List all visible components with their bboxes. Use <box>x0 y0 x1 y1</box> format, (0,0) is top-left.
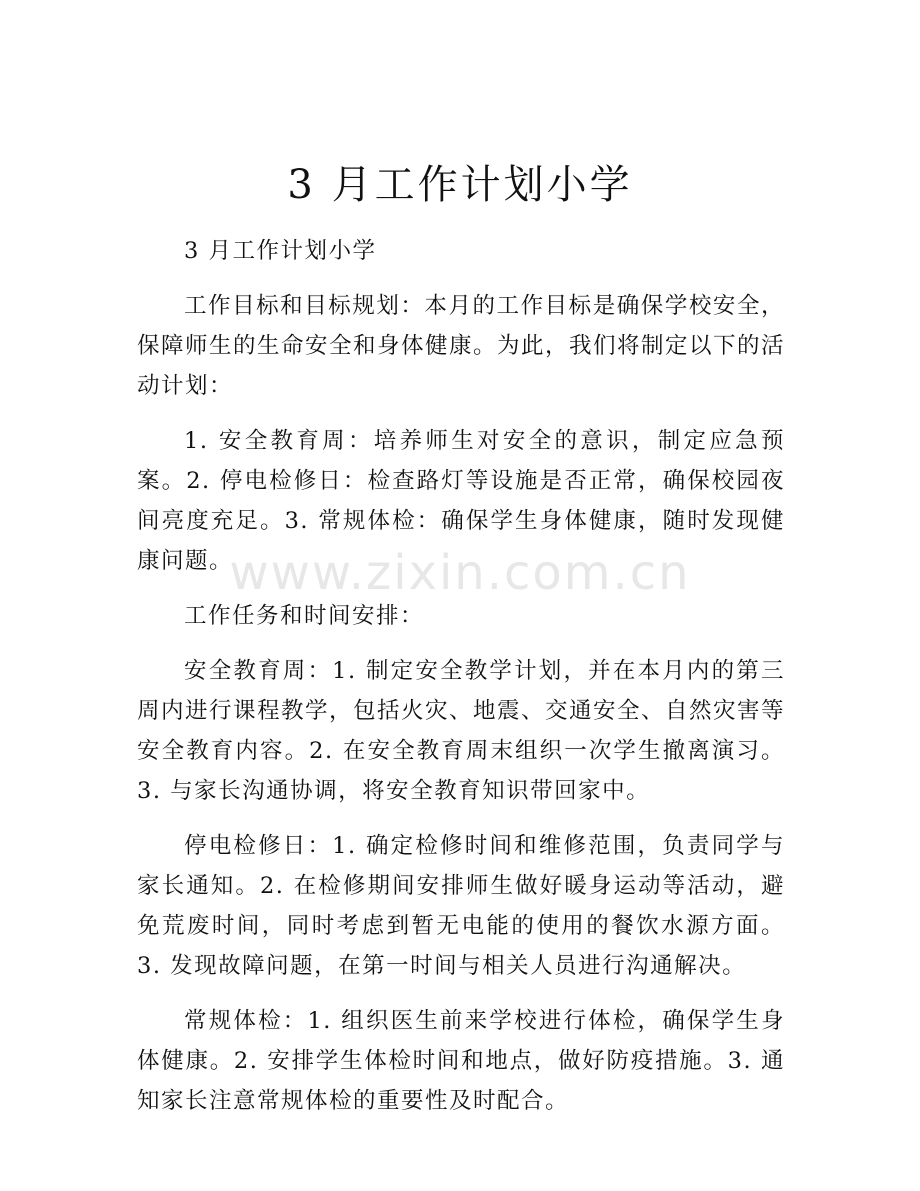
paragraph-safety-week: 安全教育周：1. 制定安全教学计划，并在本月内的第三周内进行课程教学，包括火灾、地震、交通安全、自然灾害等安全教育内容。2. 在安全教育周末组织一次学生撤离演习。3. 与家长沟通协调，将安全教育知识带回家中。 <box>137 658 786 804</box>
watermark: www.zixin.com.cn <box>229 545 691 601</box>
paragraph-subtitle: 3 月工作计划小学 <box>184 238 377 264</box>
document-title: 3 月工作计划小学 <box>287 162 633 208</box>
paragraph-tasks-heading: 工作任务和时间安排： <box>184 603 425 629</box>
paragraph-power-outage: 停电检修日：1. 确定检修时间和维修范围，负责同学与家长通知。2. 在检修期间安排师生做好暖身运动等活动，避免荒废时间，同时考虑到暂无电能的使用的餐饮水源方面。3. 发现故障问题，在第一时间与相关人员进行沟通解决。 <box>137 833 785 979</box>
paragraph-activity-list: 1. 安全教育周：培养师生对安全的意识，制定应急预案。2. 停电检修日：检查路灯等设施是否正常，确保校园夜间亮度充足。3. 常规体检：确保学生身体健康，随时发现健康问题。 <box>137 428 785 574</box>
document-body <box>137 231 785 1136</box>
paragraph-goals: 工作目标和目标规划：本月的工作目标是确保学校安全，保障师生的生命安全和身体健康。为此，我们将制定以下的活动计划： <box>137 293 786 399</box>
paragraph-health-check: 常规体检：1. 组织医生前来学校进行体检，确保学生身体健康。2. 安排学生体检时间和地点，做好防疫措施。3. 通知家长注意常规体检的重要性及时配合。 <box>137 1008 785 1114</box>
